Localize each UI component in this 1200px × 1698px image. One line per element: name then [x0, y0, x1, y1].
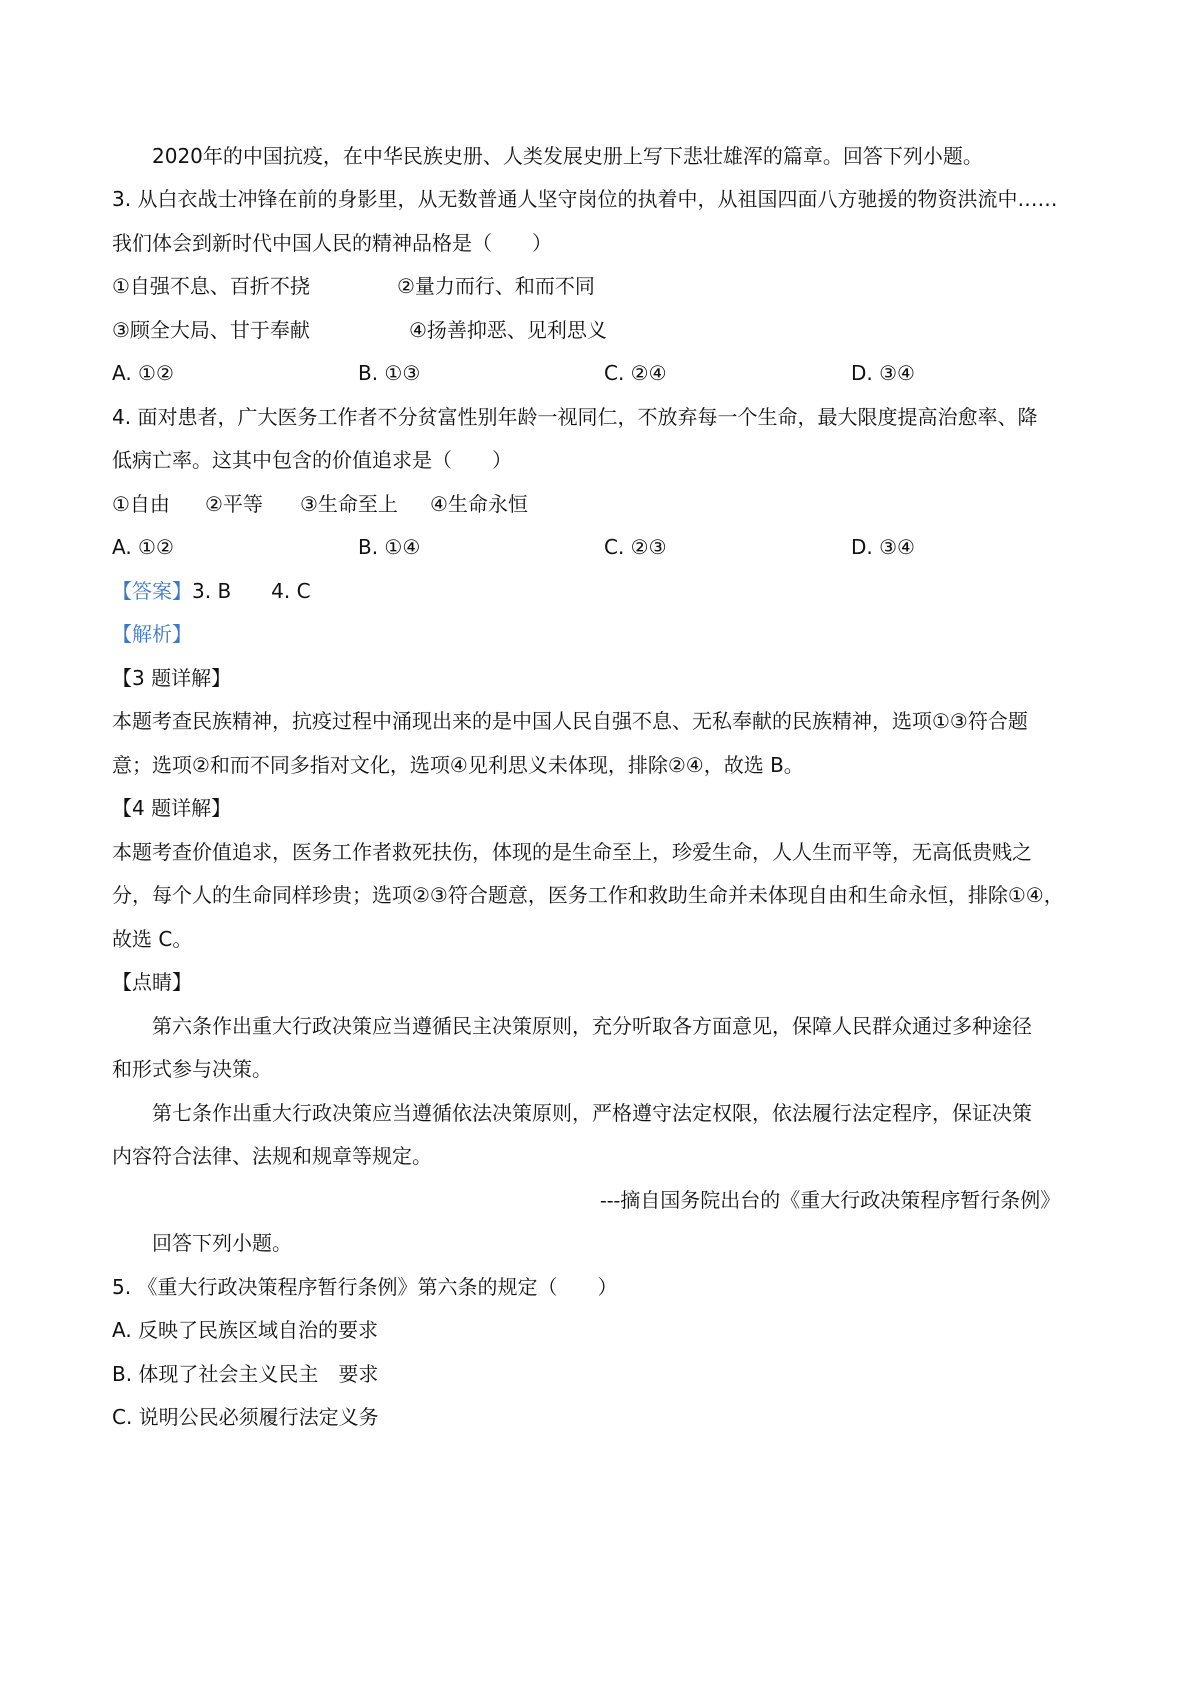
question-4-statement-3: ③生命至上 [300, 492, 398, 516]
question-3-statement-3: ③顾全大局、甘于奉献 [112, 318, 310, 342]
question-4-stem-line2: 低病亡率。这其中包含的价值追求是（ ） [112, 448, 512, 472]
material-prompt: 回答下列小题。 [152, 1231, 292, 1255]
intro-paragraph: 2020年的中国抗疫，在中华民族史册、人类发展史册上写下悲壮雄浑的篇章。回答下列小题。 [152, 144, 983, 168]
detail-3-line2: 意；选项②和而不同多指对文化，选项④见利思义未体现，排除②④，故选 B。 [112, 753, 804, 777]
question-4-option-b: B. ①④ [358, 535, 421, 559]
question-3-statement-1: ①自强不息、百折不挠 [112, 274, 310, 298]
question-4-statement-4: ④生命永恒 [430, 492, 528, 516]
question-5-option-b: B. 体现了社会主义民主 要求 [112, 1362, 379, 1386]
detail-3-title: 【3 题详解】 [112, 666, 232, 690]
question-3-stem-line2: 我们体会到新时代中国人民的精神品格是（ ） [112, 231, 552, 255]
question-5-option-c: C. 说明公民必须履行法定义务 [112, 1405, 379, 1429]
dianjing-label: 【点睛】 [112, 970, 192, 994]
question-3-option-b: B. ①③ [358, 361, 421, 385]
question-4-stem-line1: 4. 面对患者，广大医务工作者不分贫富性别年龄一视同仁，不放弃每一个生命，最大限度提高治愈率、降 [112, 405, 1038, 429]
question-4-option-d: D. ③④ [851, 535, 915, 559]
material-p1-line2: 和形式参与决策。 [112, 1057, 272, 1081]
answer-label: 【答案】 [112, 579, 192, 603]
material-source: ---摘自国务院出台的《重大行政决策程序暂行条例》 [600, 1188, 1061, 1212]
question-4-statement-1: ①自由 [112, 492, 170, 516]
analysis-label: 【解析】 [112, 622, 192, 646]
question-4-statement-2: ②平等 [205, 492, 263, 516]
answer-text: 3. B 4. C [192, 579, 311, 603]
question-5-option-a: A. 反映了民族区域自治的要求 [112, 1318, 379, 1342]
material-p2-line2: 内容符合法律、法规和规章等规定。 [112, 1144, 432, 1168]
question-5-stem: 5. 《重大行政决策程序暂行条例》第六条的规定（ ） [112, 1275, 618, 1299]
question-3-stem-line1: 3. 从白衣战士冲锋在前的身影里，从无数普通人坚守岗位的执着中，从祖国四面八方驰援的物资洪流中…… [112, 187, 1058, 211]
detail-3-line1: 本题考查民族精神，抗疫过程中涌现出来的是中国人民自强不息、无私奉献的民族精神，选项①③符合题 [112, 709, 1028, 733]
question-3-statement-2: ②量力而行、和而不同 [397, 274, 595, 298]
answer-line [112, 577, 311, 605]
detail-4-line1: 本题考查价值追求，医务工作者救死扶伤，体现的是生命至上，珍爱生命，人人生而平等，无高低贵贱之 [112, 840, 1032, 864]
detail-4-line2: 分，每个人的生命同样珍贵；选项②③符合题意，医务工作和救助生命并未体现自由和生命永恒，排除①④， [112, 883, 1064, 907]
material-p2-line1: 第七条作出重大行政决策应当遵循依法决策原则，严格遵守法定权限，依法履行法定程序，保证决策 [152, 1101, 1032, 1125]
question-3-option-c: C. ②④ [604, 361, 667, 385]
detail-4-line3: 故选 C。 [112, 927, 193, 951]
question-3-option-a: A. ①② [112, 361, 174, 385]
question-3-statement-4: ④扬善抑恶、见利思义 [409, 318, 607, 342]
material-p1-line1: 第六条作出重大行政决策应当遵循民主决策原则，充分听取各方面意见，保障人民群众通过多种途径 [152, 1014, 1032, 1038]
question-4-option-a: A. ①② [112, 535, 174, 559]
question-4-option-c: C. ②③ [604, 535, 667, 559]
question-3-option-d: D. ③④ [851, 361, 915, 385]
detail-4-title: 【4 题详解】 [112, 796, 232, 820]
